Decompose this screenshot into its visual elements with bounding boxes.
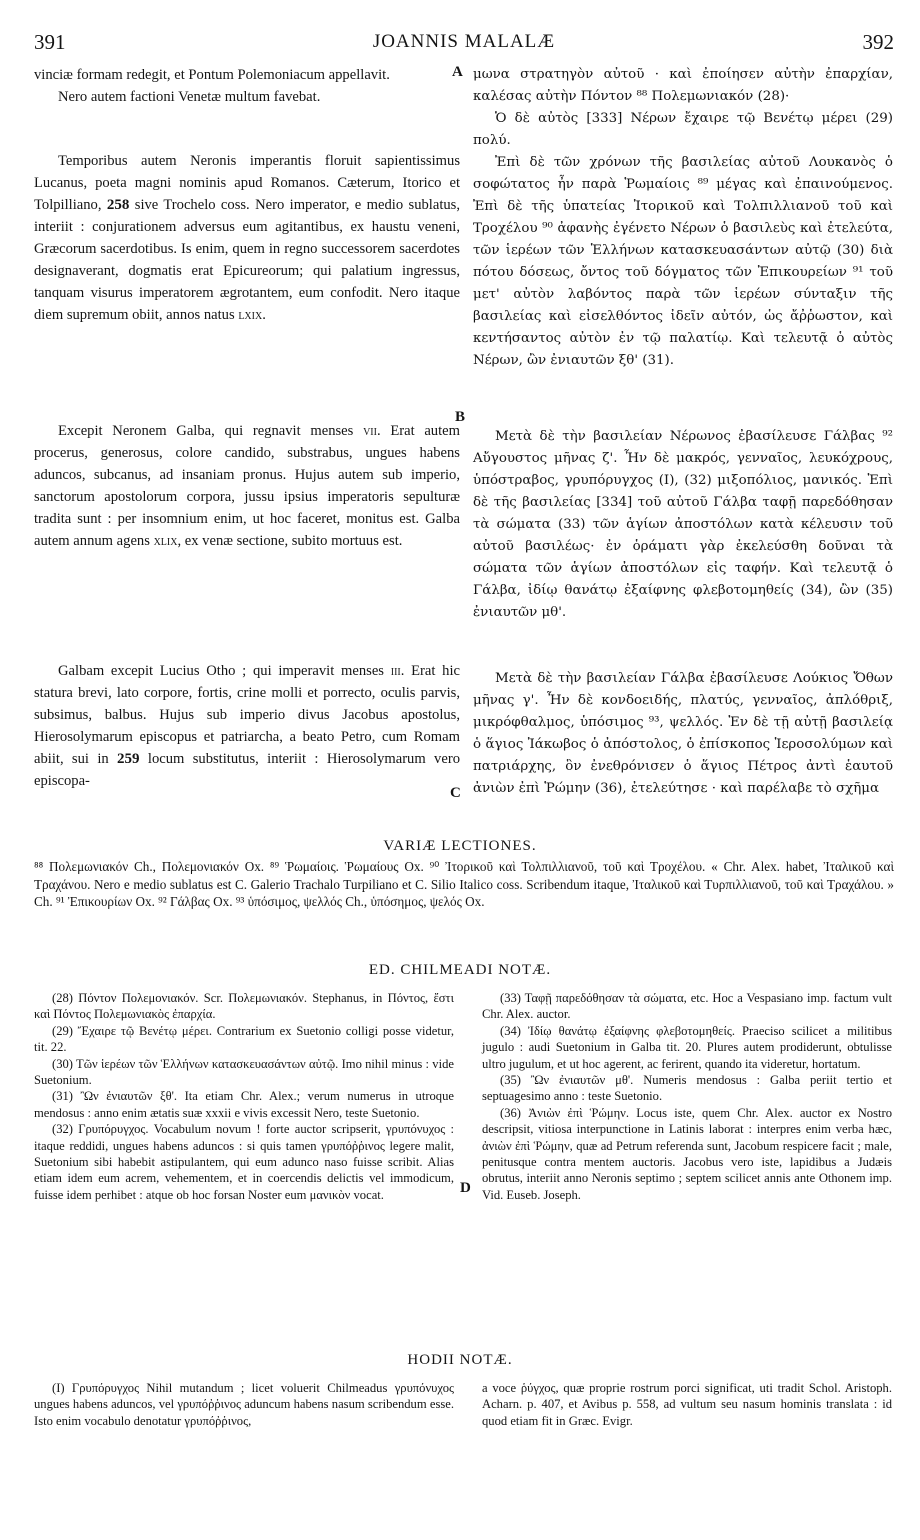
margin-letter-c: C [450,785,461,801]
greek-paragraph-otho [473,668,893,800]
latin-text: xlix, [153,533,182,549]
latin-text: locum substitutus, interiit : Hierosolymarum vero episcopa- [34,751,460,789]
note-entry: a voce ῥύγχος, quæ proprie rostrum porci significat, uti tradit Schol. Aristoph. Acharn. p. 407, et Avibus p. 558, ad vultum seu nasum hominis translata : id quod etiam fit in Græc. Evigr. [482,1381,892,1428]
greek-paragraph-lucanus [473,152,893,372]
hodii-notes-right [482,1380,892,1429]
latin-text: Erat hic statura brevi, lato corpore, fortis, crine molli et porrecto, oculis parvis, subsimus, balbus. Hujus sub imperio divus Jacobus apostolus, Hierosolymarum episcopus et patriarcha, a beato Petro, cum Romam abiit, sui in [34,663,460,767]
note-entry: (34) Ἰδίῳ θανάτῳ ἐξαίφνης φλεβοτομηθείς. Praeciso scilicet a militibus jugulo : audi Suetonium in Galba tit. 20. Plures autem prodiderunt, obtulisse ultro jugulum, et ut hoc agerent, ac ferirent, quando ita videretur, hortatum. [482,1023,892,1071]
margin-letter-a: A [452,64,463,80]
greek-text: μωνα στρατηγὸν αὐτοῦ · καὶ ἐποίησεν αὐτὴν ἐπαρχίαν, καλέσας αὐτὴν Πόντον ⁸⁸ Πολεμωνιακόν (28)· [473,67,893,104]
latin-text: iii. [390,663,405,679]
margin-letter-b: B [455,409,466,425]
running-head [34,30,894,60]
greek-text: Ἐπὶ δὲ τῶν χρόνων τῆς βασιλείας αὐτοῦ Λουκανὸς ὁ σοφώτατος ἦν παρὰ Ῥωμαίοις ⁸⁹ μέγας καὶ ἐπαινούμενος. Ἐπὶ δὲ τῆς ὑπατείας Ἰτορικοῦ καὶ Τολπιλλιανοῦ τοῦ καὶ Τροχέλου ⁹⁰ ἀφανὴς ἐγένετο Νέρων ὁ βασιλεὺς καὶ ἐτελεύτα, τῶν ἱερέων τῶν Ἑλλήνων κατασκευασάντων αὐτῷ (30) διὰ πότου δόσεως, ὄντος τοῦ δόγματος τῶν Ἐπικουρείων ⁹¹ τοῦ μετ' αὐτὸν λαβόντος παρὰ τῶν ἱερέων σύνταξιν τῆς βασιλείας καὶ εἰσελθόντος ἰδεῖν αὐτόν, ὡς ἄῤῥωστον, καὶ κεντήσαντος αὐτὸν ἐν τῷ παλατίῳ. Καὶ τελευτᾷ ὁ αὐτὸς Νέρων, ὢν ἐνιαυτῶν ξθ' (31). [473,155,893,368]
margin-letter-d: D [460,1180,471,1196]
note-entry: (33) Ταφῇ παρεδόθησαν τὰ σώματα, etc. Hoc a Vespasiano imp. factum vult Chr. Alex. auctor. [482,991,892,1022]
note-entry: (32) Γρυπόρυγχος. Vocabulum novum ! forte auctor scripserit, γρυπόνυχος : itaque reddidi, ungues habens aduncos : si quis tamen γρυπόῤῥινος legere malit, Suetonium sibi habebit astipulantem, qui eum adunco naso fuisse scribit. Alias etiam idem eum acrem, vehementem, et in coercendis delictis vel immodicum, fuisse idem perhibet : atque ob hoc forsan Noster eum μανικὸν vocat. [34,1122,454,1202]
latin-text: Nero autem factioni Venetæ multum favebat. [58,89,321,105]
note-entry: (31) Ὢν ἐνιαυτῶν ξθ'. Ita etiam Chr. Alex.; verum numerus in utroque mendosus : anno enim ætatis suæ xxxii e vivis excessit Nero, teste Suetonio. [34,1089,454,1120]
latin-text: lxix. [238,307,266,323]
chilmead-notes-left [34,990,454,1203]
hodii-notes-left [34,1380,454,1429]
latin-paragraph-otho [34,660,460,792]
page-ref-258: 258 [106,197,130,213]
variae-lectiones-text: ⁸⁸ Πολεμωνιακόν Ch., Πολεμονιακόν Ox. ⁸⁹ Ῥωμαίοις. Ῥωμαίους Ox. ⁹⁰ Ἰτορικοῦ καὶ Τολπιλλιανοῦ, τοῦ καὶ Τροχέλου. « Chr. Alex. habet, Ἰταλικοῦ καὶ Τραχάνου. Nero e medio sublatus est C. Galerio Trachalo Turpiliano et C. Silio Italico coss. Scribendum itaque, Ἰταλικοῦ καὶ Τυρπιλλιανοῦ, τοῦ καὶ Τραχάλου. » Ch. ⁹¹ Ἐπικουρίων Ox. ⁹² Γάλβας Ox. ⁹³ ὑπόσιμος, ψελλός Ch., ὑπόσημος, ψελός Ox. [34,859,894,909]
greek-paragraph-galba [473,426,893,624]
latin-paragraph-1 [34,64,460,108]
greek-text: Μετὰ δὲ τὴν βασιλείαν Γάλβα ἐβασίλευσε Λούκιος Ὄθων μῆνας γ'. Ἦν δὲ κονδοειδής, πλατύς, γενναῖος, ἀπλόθριξ, μικρόφθαλμος, ὑπόσιμος ⁹³, ψελλός. Ἐν δὲ τῇ αὐτῇ βασιλείᾳ ὁ ἅγιος Ἰάκωβος ὁ ἀπόστολος, ὁ ἐπίσκοπος Ἱεροσολύμων καὶ πατριάρχης, ὃν ἐνεθρόνισεν ὁ ἅγιος Πέτρος ἀντὶ ἑαυτοῦ ἀνιὼν ἐπὶ Ῥώμην (36), ἐτελεύτησε · καὶ παρέλαβε τὸ σχῆμα [473,671,893,796]
page-number-left: 391 [34,30,66,54]
chilmead-notes-right [482,990,892,1203]
latin-text: ex venæ sectione, subito mortuus est. [184,533,403,549]
latin-paragraph-galba [34,420,460,552]
variae-lectiones-title: VARIÆ LECTIONES. [383,838,537,854]
note-entry: (35) Ὢν ἐνιαυτῶν μθ'. Numeris mendosus : Galba periit tertio et septuagesimo anno : teste Suetonio. [482,1073,892,1104]
latin-text: sive Trochelo coss. Nero imperator, e medio sublatus, interiit : conjurationem adversus eum agitantibus, ex haustu veneni, Græcorum sacerdotibus. Is enim, quem in regno successorem sacerdotes designaverant, dogmatis erat Epicureorum; qui palatium ingressus, tanquam visurus imperatorem ægrotantem, eum confodit. Nero itaque diem supremum obiit, annos natus [34,197,461,323]
note-entry: (30) Τῶν ἱερέων τῶν Ἑλλήνων κατασκευασάντων αὐτῷ. Imo nihil minus : vide Suetonium. [34,1056,454,1088]
note-entry: (28) Πόντον Πολεμονιακόν. Scr. Πολεμωνιακόν. Stephanus, in Πόντος, ἔστι καὶ Πόντος Πολεμωνιακὸς ἐπαρχία. [34,991,454,1022]
greek-text: Μετὰ δὲ τὴν βασιλείαν Νέρωνος ἐβασίλευσε Γάλβας ⁹² Αὔγουστος μῆνας ζ'. Ἦν δὲ μακρός, γενναῖος, λευκόχρους, ὑπόστραβος, γρυπόρυγχος (I), (32) μιξοπόλιος, μανικός. Ἐπὶ δὲ τῆς βασιλείας [334] τοῦ αὐτοῦ Γάλβα ταφῇ παρεδόθησαν τὰ σώματα (33) τῶν ἁγίων ἀποστόλων κατὰ κέλευσιν τοῦ αὐτοῦ βασιλέως· ἐν ὁράματι γὰρ ἐκελεύσθη δοῦναι τὰ σώματα τῶν ἁγίων ἀποστόλων εἰς ταφήν. Καὶ τελευτᾷ ὁ Γάλβα, ἰδίῳ θανάτῳ ἐξαίφνης φλεβοτομηθείς (34), ὢν (35) ἐνιαυτῶν μθ'. [473,429,893,620]
note-entry: (36) Ἀνιὼν ἐπὶ Ῥώμην. Locus iste, quem Chr. Alex. auctor ex Nostro descripsit, vitiosa interpunctione in Latinis laborat : interpres enim verba hæc, ἀνιὼν ἐπὶ Ῥώμην, quæ ad Petrum referenda sunt, Jacobum respicere facit ; male, penitusque contra mentem auctoris. Jacobus vero iste, lapidibus a Judæis obrutus, interiit anno Neronis septimo ; septem scilicet annis ante Othonem imp. Vid. Euseb. Joseph. [482,1105,892,1202]
latin-text: Excepit Neronem Galba, qui regnavit menses [58,423,354,439]
greek-text: Ὁ δὲ αὐτὸς [333] Νέρων ἔχαιρε τῷ Βενέτῳ μέρει (29) πολύ. [473,111,893,148]
chilmead-notes-title: ED. CHILMEADI NOTÆ. [368,962,552,978]
page-ref-259: 259 [117,751,140,767]
latin-paragraph-lucanus [34,150,460,326]
greek-paragraph-1 [473,64,893,152]
latin-text: Temporibus autem Neronis imperantis floruit sapientissimus Lucanus, poeta magni nominis apud Romanos. Cæterum, Itorico et Tolpilliano, [34,153,460,213]
note-entry: (29) Ἔχαιρε τῷ Βενέτῳ μέρει. Contrarium ex Suetonio colligi posse videtur, tit. 22. [34,1023,454,1055]
latin-text: vinciæ formam redegit, et Pontum Polemoniacum appellavit. [34,67,390,83]
latin-text: Erat autem procerus, generosus, colore candido, substrabus, ungues habens aduncos, subcanus, ad insaniam pronus. Hujus autem sub imperio, sanctorum apostolorum corpora, jussu ipsius imperatoris sepulturæ tradita sunt : per insomnium enim, ut hoc faceret, monitus est. Galba autem annum agens [34,423,460,549]
latin-text: vii. [363,423,381,439]
latin-text: Galbam excepit Lucius Otho ; qui imperavit menses [58,663,384,679]
hodii-notes-title: HODII NOTÆ. [407,1352,513,1368]
page-number-right: 392 [862,30,894,54]
running-title: JOANNIS MALALÆ [372,31,556,52]
note-entry: (I) Γρυπόρυγχος Nihil mutandum ; licet voluerit Chilmeadus γρυπόνυχος ungues habens aduncos, vel γρυπόῤῥινος aduncum habens nasum scribendum esse. Isto enim vocabulo denotatur γρυπόῤῥινος, [34,1381,454,1428]
